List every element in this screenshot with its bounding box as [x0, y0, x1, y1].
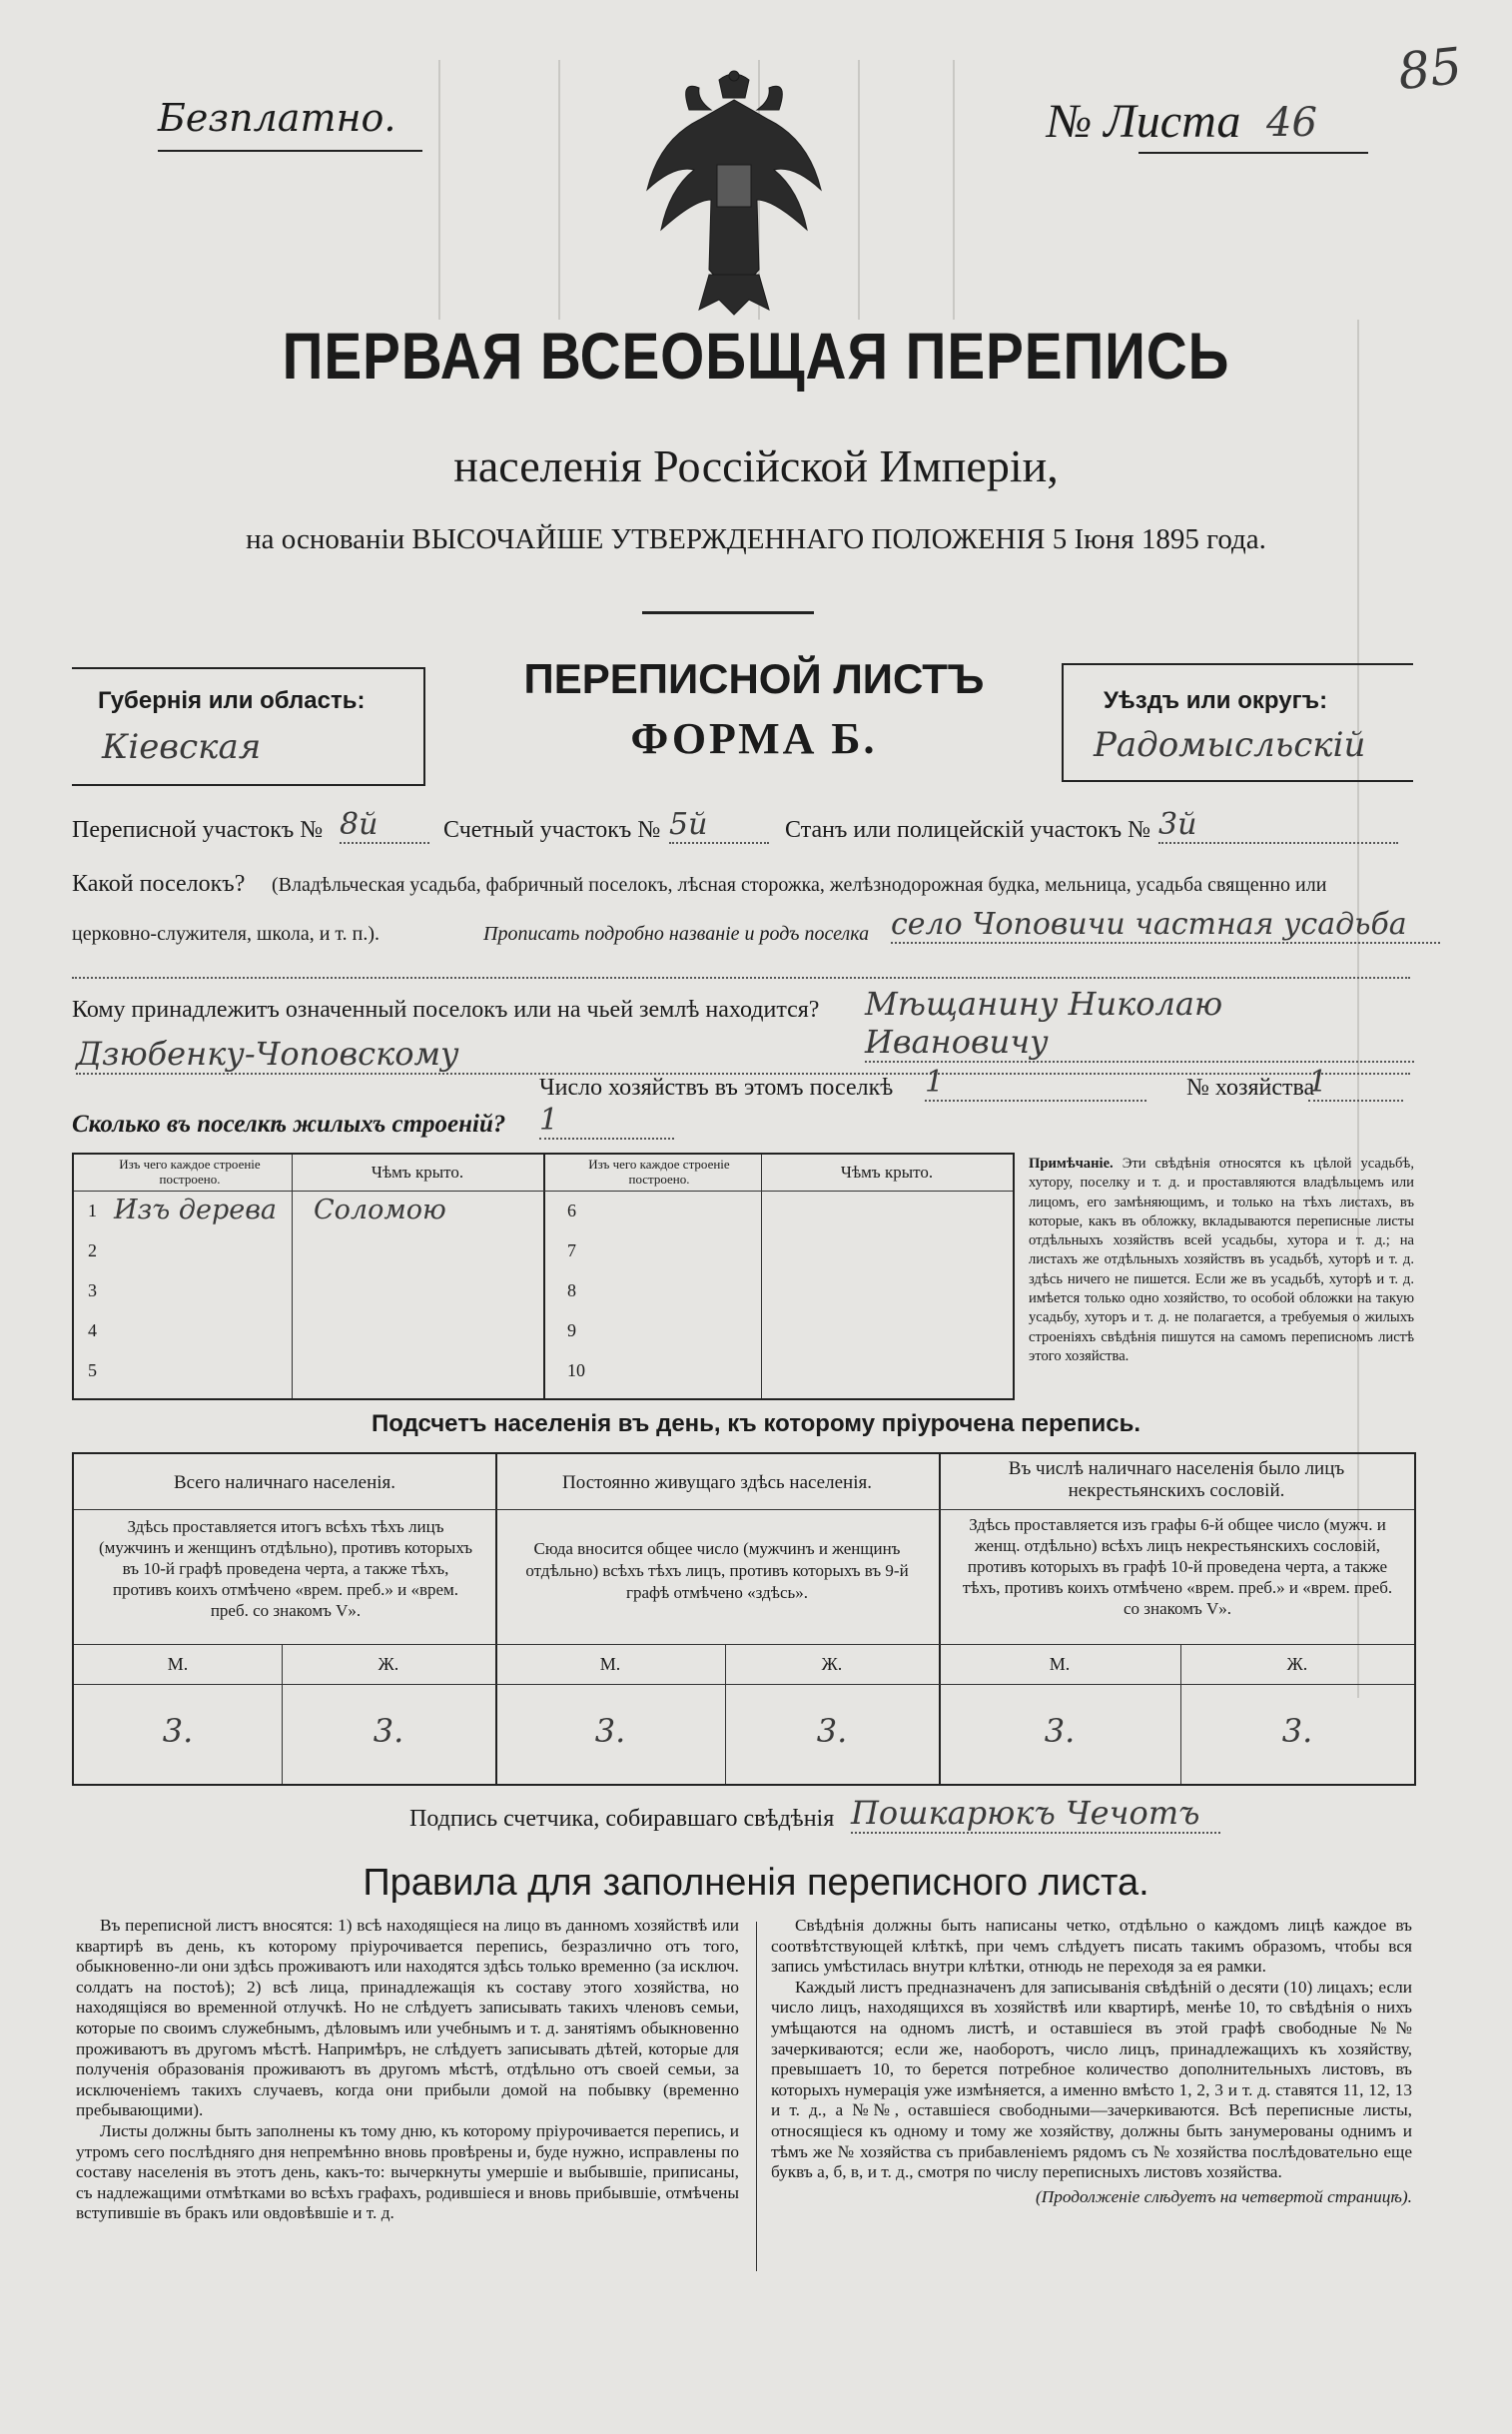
note-block: [1029, 1155, 1414, 1366]
province-value: Кіевская: [102, 727, 262, 767]
row-number: 5: [88, 1360, 97, 1380]
non-peasant-female-value: 3.: [1281, 1712, 1313, 1750]
households-label: Число хозяйствъ въ этомъ поселкѣ: [539, 1075, 894, 1101]
row-number: 10: [567, 1360, 585, 1380]
sheet-number-label: № Листа: [1047, 95, 1241, 148]
header-material-right: Изъ чего каждое строеніе построено.: [588, 1157, 730, 1187]
owner-label: Кому принадлежитъ означенный поселокъ или на чьей землѣ находится?: [72, 997, 820, 1023]
rules-right-column: [771, 1916, 1412, 2207]
settlement-hint-2: церковно-служителя, школа, и т. п.).: [72, 923, 379, 945]
district-value: Радомысльскій: [1094, 725, 1366, 765]
f-label: Ж.: [1286, 1654, 1308, 1674]
settlement-continuation-line: [72, 977, 1410, 979]
count-section-value: 5й: [669, 807, 769, 844]
free-label: Безплатно.: [158, 96, 396, 140]
m-label: М.: [1049, 1654, 1071, 1674]
f-label: Ж.: [378, 1654, 399, 1674]
station-label: Станъ или полицейскій участокъ №: [785, 817, 1151, 843]
table-divider: [74, 1191, 1013, 1192]
page-title: ПЕРВАЯ ВСЕОБЩАЯ ПЕРЕПИСЬ: [282, 319, 1230, 393]
col-non-peasant-desc: Здѣсь проставляется изъ графы 6-й общее число (мужч. и женщ. отдѣльно) всѣхъ лицъ некрестьянскихъ сословій, противъ которыхъ въ графѣ 10-й проведена черта, а также тѣхъ, противъ коихъ отмѣчено «врем. преб.» и «врем. преб. со знакомъ V».: [962, 1515, 1393, 1618]
owner-value-2: Дзюбенку-Чоповскому: [76, 1035, 1410, 1075]
row-roof: Соломою: [314, 1195, 446, 1225]
col-non-peasant-title: Въ числѣ наличнаго населенія было лицъ некрестьянскихъ сословій.: [1008, 1458, 1345, 1501]
buildings-table: [72, 1153, 1015, 1400]
col-total-title: Всего наличнаго населенія.: [173, 1472, 396, 1493]
f-label: Ж.: [821, 1654, 843, 1674]
non-peasant-male-value: 3.: [1044, 1712, 1076, 1750]
signature-value: Пошкарюкъ Чечотъ: [851, 1794, 1220, 1834]
divider: [642, 611, 814, 614]
rules-right-paragraph-1: Свѣдѣнія должны быть написаны четко, отдѣльно о каждомъ лицѣ каждое въ соотвѣтствующей клѣткѣ, при чемъ слѣдуетъ писать такимъ образомъ, чтобы вся запись умѣстилась внутри клѣтки, отнюдь не переходя за ея рамки.: [771, 1916, 1412, 1977]
col-total-desc: Здѣсь проставляется итогъ всѣхъ тѣхъ лицъ (мужчинъ и женщинъ отдѣльно), противъ которыхъ въ 10-й графѣ проведена черта, а также тѣхъ, противъ коихъ отмѣчено «врем. преб.» и «врем. преб. со знакомъ V».: [99, 1517, 472, 1620]
row-number: 1: [88, 1201, 97, 1220]
population-table: [72, 1452, 1416, 1786]
rules-left-paragraph-1: Въ переписной листъ вносятся: 1) всѣ находящіеся на лицо въ данномъ хозяйствѣ или квартирѣ въ день, къ которому пріурочивается перепись, безразлично отъ того, обыкновенно-ли они здѣсь проживаютъ или находятся здѣсь только временно (за исключ. солдатъ на постоѣ); 2) всѣ лица, принадлежащія къ составу этого хозяйства, но находящіяся во временной отлучкѣ. Но не слѣдуетъ записывать такихъ членовъ семьи, которые по своимъ служебнымъ, дѣловымъ или учебнымъ и т. д. занятіямъ обыкновенно проживаютъ въ другомъ мѣстѣ. Напримѣръ, не слѣдуетъ записывать дѣтей, которые для полученія образованія проживаютъ въ другомъ мѣстѣ, отдѣльно отъ своей семьи, за исключеніемъ такихъ случаевъ, когда они прибыли домой на побывку (временно пребывающими).: [76, 1916, 739, 2120]
rules-title: Правила для заполненія переписного листа.: [363, 1862, 1149, 1904]
col-permanent-title: Постоянно живущаго здѣсь населенія.: [562, 1472, 872, 1493]
settlement-value: село Чоповичи частная усадьба: [891, 907, 1440, 944]
settlement-label: Какой поселокъ?: [72, 871, 246, 897]
district-box: [1062, 663, 1413, 782]
province-box: [72, 667, 425, 786]
row-number: 8: [567, 1280, 576, 1300]
permanent-male-value: 3.: [594, 1712, 626, 1750]
corner-page-number: 85: [1395, 36, 1465, 102]
rules-column-divider: [756, 1922, 757, 2271]
rules-left-column: [76, 1916, 739, 2224]
m-label: М.: [167, 1654, 189, 1674]
row-number: 9: [567, 1320, 576, 1340]
note-label: Примѣчаніе.: [1029, 1156, 1114, 1172]
page-subtitle: населенія Россійской Имперіи,: [453, 440, 1059, 491]
row-number: 7: [567, 1240, 576, 1260]
census-section-label: Переписной участокъ №: [72, 817, 324, 843]
rules-right-paragraph-2: Каждый листъ предназначенъ для записыванія свѣдѣній о десяти (10) лицахъ; если число лицъ, находящихся въ хозяйствѣ или квартирѣ, менѣе 10, то свѣдѣнія о нихъ умѣщаются на одномъ листѣ, и оставшіеся въ этой графѣ свободные №№ зачеркиваются; если же, наоборотъ, число лицъ, принадлежащихъ къ хозяйству, превышаетъ 10, то берется потребное количество дополнительныхъ листовъ, въ которыхъ нумерація уже измѣняется, а именно вмѣсто 1, 2, 3 и т. д. ставятся 11, 12, 13 и т. д., а №№, оставшіеся свободными—зачеркиваются. Всѣ переписные листы, относящіеся къ одному и тому же хозяйству, должны быть занумерованы однимъ и тѣмъ же № хозяйства съ прибавленіемъ рядомъ съ № хозяйства послѣдовательно еще буквъ а, б, в, и т. д., смотря по числу переписныхъ листовъ хозяйства.: [771, 1977, 1412, 2182]
station-value: 3й: [1158, 807, 1398, 844]
total-male-value: 3.: [162, 1712, 194, 1750]
rules-left-paragraph-2: Листы должны быть заполнены къ тому дню, къ которому пріурочивается перепись, и утромъ сего послѣдняго дня непремѣнно вновь провѣрены и, буде нужно, исправлены по составу населенія въ этотъ день, какъ-то: вычеркнуты умершіе и выбывшіе, приписаны, съ надлежащими отмѣтками во всѣхъ графахъ, родившіеся и вновь прибывшіе, отмѣчены вступившіе въ бракъ или овдовѣвшіе и т. д.: [76, 2120, 739, 2223]
settlement-hint: (Владѣльческая усадьба, фабричный поселокъ, лѣсная сторожка, желѣзнодорожная будка, мельница, усадьба священно или: [272, 874, 1327, 896]
total-female-value: 3.: [373, 1712, 404, 1750]
note-text: Эти свѣдѣнія относятся къ цѣлой усадьбѣ, хутору, поселку и т. д. и проставляются владѣльцемъ или лицомъ, его замѣняющимъ, и только на тѣхъ листахъ, въ которые, какъ въ обложку, вкладываются переписные листы отдѣльныхъ хозяйствъ всей усадьбы, хутора и т. д.; на листахъ же отдѣльныхъ хозяйствъ въ усадьбѣ, хуторѣ и т. д. здѣсь ничего не пишется. Если же въ усадьбѣ, хуторѣ и т. д. имѣется только одно хозяйство, то особой обложки на такую усадьбу, хуторъ и т. д. не полагается, а требуемыя о жилыхъ строеніяхъ свѣдѣнія пишутся на самомъ переписномъ листѣ этого хозяйства.: [1029, 1156, 1414, 1364]
count-section-label: Счетный участокъ №: [443, 817, 661, 843]
header-roof-left: Чѣмъ крыто.: [371, 1163, 464, 1182]
row-number: 4: [88, 1320, 97, 1340]
row-number: 2: [88, 1240, 97, 1260]
owner-value-1: Мѣщанину Николаю Ивановичу: [865, 985, 1414, 1063]
table-divider: [74, 1644, 1414, 1645]
permanent-female-value: 3.: [816, 1712, 848, 1750]
legal-basis: на основаніи ВЫСОЧАЙШЕ УТВЕРЖДЕННАГО ПОЛОЖЕНІЯ 5 Іюня 1895 года.: [246, 523, 1266, 555]
table-divider: [74, 1684, 1414, 1685]
col-permanent-desc: Сюда вносится общее число (мужчинъ и женщинъ отдѣльно) всѣхъ тѣхъ лицъ, противъ которыхъ въ 9-й графѣ отмѣчено «здѣсь».: [525, 1539, 909, 1602]
form-heading: ПЕРЕПИСНОЙ ЛИСТЪ: [523, 655, 985, 702]
sheet-number-value: 46: [1266, 100, 1317, 146]
row-number: 6: [567, 1201, 576, 1220]
buildings-label: Сколько въ поселкѣ жилыхъ строеній?: [72, 1111, 506, 1138]
province-label: Губернія или область:: [98, 687, 366, 714]
table-divider: [74, 1509, 1414, 1510]
double-headed-eagle-emblem: [639, 70, 829, 320]
settlement-instruction: Прописать подробно названіе и родъ поселка: [483, 923, 870, 945]
household-number-label: № хозяйства: [1186, 1075, 1315, 1101]
population-heading: Подсчетъ населенія въ день, къ которому пріурочена перепись.: [372, 1410, 1140, 1437]
household-number-value: 1: [1308, 1065, 1403, 1102]
signature-label: Подпись счетчика, собиравшаго свѣдѣнія: [409, 1806, 835, 1832]
row-material: Изъ дерева: [114, 1195, 278, 1225]
form-name: ФОРМА Б.: [630, 714, 878, 763]
header-material-left: Изъ чего каждое строеніе построено.: [119, 1157, 261, 1187]
census-section-value: 8й: [340, 807, 429, 844]
m-label: М.: [599, 1654, 621, 1674]
row-number: 3: [88, 1280, 97, 1300]
buildings-value: 1: [539, 1103, 674, 1140]
divider: [158, 150, 422, 152]
header-roof-right: Чѣмъ крыто.: [840, 1163, 934, 1182]
district-label: Уѣздъ или округъ:: [1104, 687, 1328, 714]
rules-continued: (Продолженіе слѣдуетъ на четвертой страницѣ).: [1035, 2186, 1412, 2206]
households-value: 1: [925, 1065, 1146, 1102]
divider: [1138, 152, 1368, 154]
